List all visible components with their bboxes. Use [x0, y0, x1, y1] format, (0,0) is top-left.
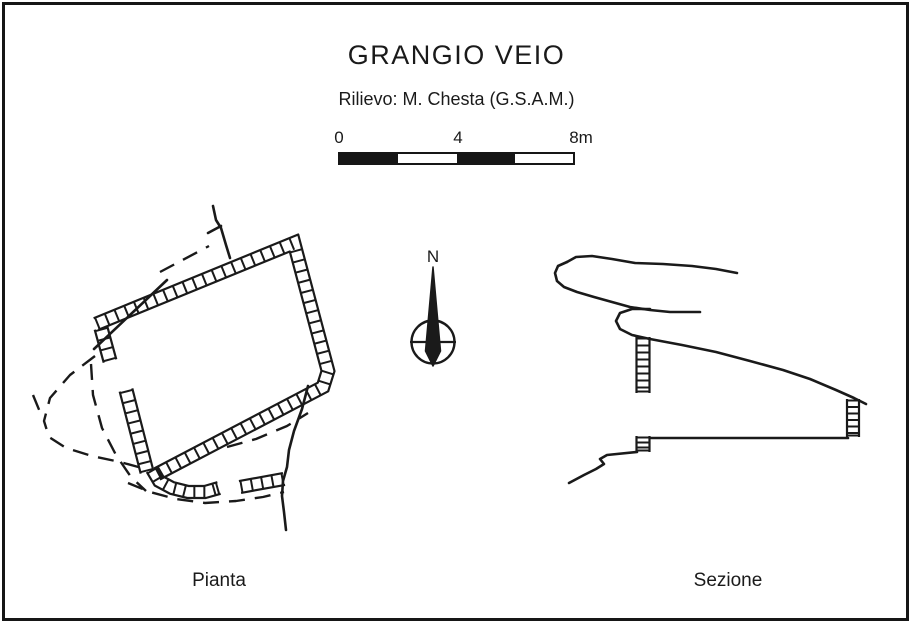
plan-wall-inner-left	[120, 388, 154, 473]
section-wall-step	[637, 436, 650, 452]
plan-dashed-bottom-right	[227, 413, 308, 447]
scale-label-8m: 8m	[569, 128, 593, 147]
north-compass	[410, 247, 456, 366]
section-wall-left	[637, 337, 650, 393]
plan-dashed-left-stray	[33, 395, 40, 412]
plan-view-label: Pianta	[192, 570, 246, 591]
survey-credit: Rilievo: M. Chesta (G.S.A.M.)	[338, 89, 575, 109]
plan-dashed-inner	[91, 364, 146, 491]
plan-wall-short	[239, 473, 285, 493]
plan-rock-top-tick	[208, 226, 221, 233]
north-label: N	[426, 247, 440, 266]
page-title: GRANGIO VEIO	[347, 40, 566, 70]
scale-label-4: 4	[453, 128, 463, 147]
north-needle-icon	[426, 267, 441, 366]
section-view-label: Sezione	[693, 570, 763, 591]
section-ground	[569, 452, 637, 483]
section-rock-underside	[555, 262, 700, 312]
section-rock-top	[567, 256, 737, 273]
plan-rock-top	[213, 206, 230, 258]
section-rock-slope	[616, 309, 866, 404]
section-wall-right	[847, 399, 859, 437]
plan-wall-main	[94, 235, 335, 480]
plan-dashed-top	[160, 246, 209, 272]
scale-label-0: 0	[334, 128, 344, 147]
